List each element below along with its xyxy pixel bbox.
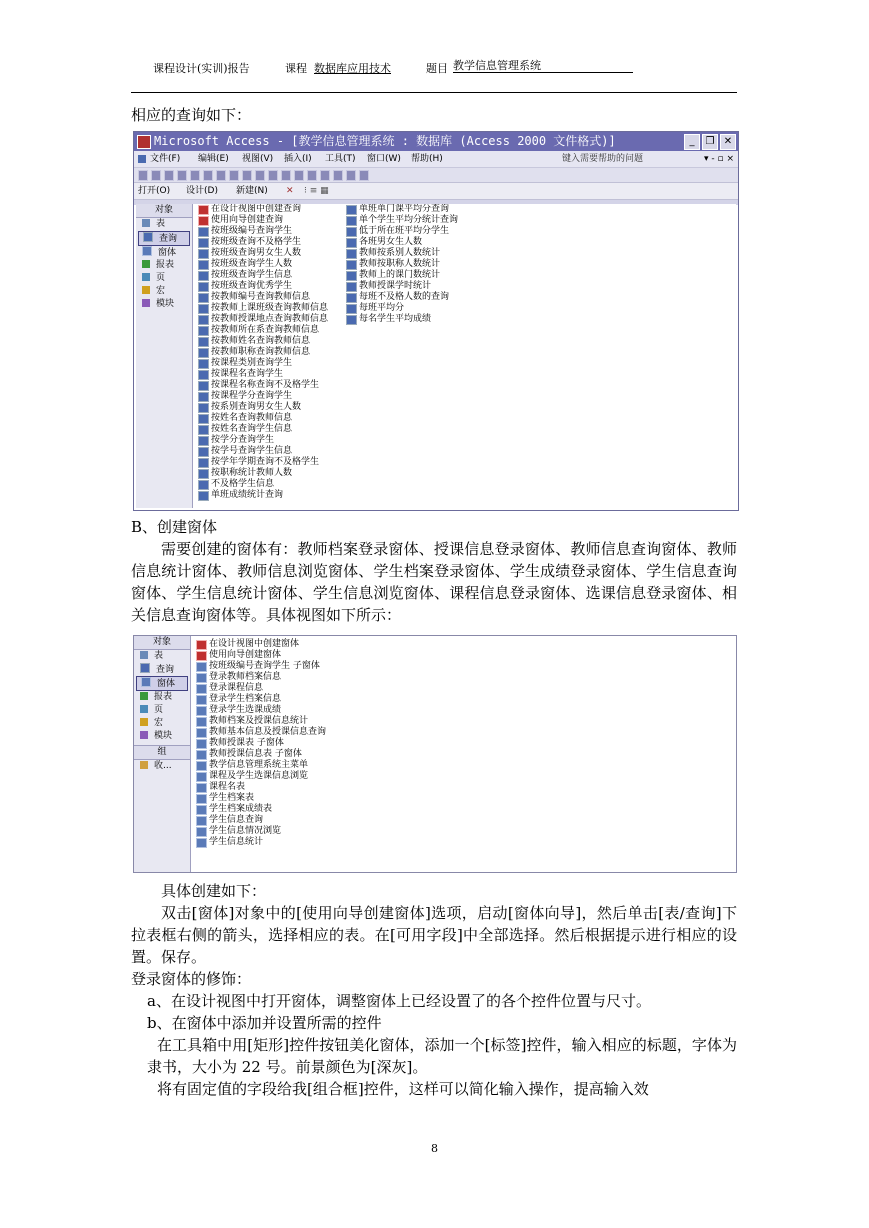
query-icon (198, 392, 209, 402)
menu-tools[interactable]: 工具(T) (325, 154, 356, 164)
query-icon (198, 381, 209, 391)
properties-icon[interactable] (320, 170, 330, 181)
object-queries[interactable]: 查询 (138, 231, 190, 246)
form-object-pages[interactable]: 页 (136, 704, 188, 717)
query-icon (346, 216, 357, 226)
header-topic-label: 题目 (426, 62, 448, 75)
list-item[interactable] (196, 804, 326, 815)
list-item[interactable] (196, 793, 326, 804)
object-modules[interactable]: 模块 (138, 298, 190, 311)
form-object-tables[interactable]: 表 (136, 650, 188, 663)
list-item[interactable] (196, 760, 326, 771)
list-item[interactable] (198, 490, 328, 501)
list-item-label: 按班级查询不及格学生 (211, 237, 302, 247)
list-item[interactable] (198, 369, 328, 380)
header-rule (131, 92, 737, 93)
menu-insert[interactable]: 插入(I) (284, 154, 312, 164)
list-item-label: 课程及学生选课信息浏览 (209, 771, 309, 781)
list-item[interactable] (198, 479, 328, 490)
decor-title: 登录窗体的修饰： (131, 970, 252, 988)
query-icon (346, 205, 357, 215)
groups-header[interactable]: 组 (134, 745, 190, 760)
object-reports[interactable]: 报表 (138, 259, 190, 272)
wizard-icon (198, 205, 209, 215)
macro-icon (140, 718, 148, 726)
list-item-label: 按系别查询男女生人数 (211, 402, 302, 412)
list-item[interactable] (198, 402, 328, 413)
standard-toolbar (134, 168, 738, 183)
menu-window[interactable]: 窗口(W) (367, 154, 401, 164)
list-item-label: 教师授课学时统计 (359, 281, 432, 291)
header-course-label: 课程 (285, 62, 307, 75)
menu-file[interactable]: 文件(F) (150, 154, 181, 164)
list-item-label: 按姓名查询学生信息 (211, 424, 293, 434)
query-icon (346, 271, 357, 281)
design-button[interactable]: 设计(D) (186, 186, 218, 196)
query-icon (198, 315, 209, 325)
query-icon (198, 304, 209, 314)
list-item-label: 学生档案成绩表 (209, 804, 273, 814)
list-item[interactable] (198, 468, 328, 479)
query-icon (198, 480, 209, 490)
header-course-value: 数据库应用技术 (314, 62, 391, 75)
link-icon[interactable] (281, 170, 291, 181)
query-icon (198, 469, 209, 479)
section-b-heading: B、创建窗体 (131, 518, 218, 536)
report-icon (142, 260, 150, 268)
list-item-label: 每班不及格人数的查询 (359, 292, 450, 302)
form-icon (142, 246, 152, 256)
query-icon (346, 282, 357, 292)
query-icon (198, 458, 209, 468)
list-item[interactable] (198, 347, 328, 358)
list-item[interactable] (346, 292, 458, 303)
objects-bar (136, 204, 193, 508)
list-item[interactable] (196, 716, 326, 727)
list-item[interactable] (196, 650, 326, 661)
menu-help[interactable]: 帮助(H) (411, 154, 443, 164)
list-item[interactable] (196, 694, 326, 705)
list-item-label: 使用向导创建查询 (211, 215, 284, 225)
query-icon (346, 249, 357, 259)
toolbox-paragraph: 在工具箱中用[矩形]控件按钮美化窗体，添加一个[标签]控件，输入相应的标题，字体为隶书，大小为 22 号。前景颜色为[深灰]。 (147, 1036, 737, 1076)
list-item-label: 教师档案及授课信息统计 (209, 716, 309, 726)
list-item[interactable] (198, 325, 328, 336)
table-icon (142, 219, 150, 227)
query-icon (198, 282, 209, 292)
header-topic-value: 教学信息管理系统 (453, 60, 633, 73)
list-item-label: 学生信息查询 (209, 815, 264, 825)
paste-icon[interactable] (255, 170, 265, 181)
list-item[interactable] (346, 215, 458, 226)
object-tables[interactable]: 表 (138, 218, 190, 231)
list-item[interactable] (196, 749, 326, 760)
query-icon (198, 260, 209, 270)
page-number: 8 (431, 1142, 438, 1155)
query-intro: 相应的查询如下： (131, 106, 252, 124)
form-icon (196, 783, 207, 793)
form-icon (196, 805, 207, 815)
list-item[interactable] (346, 204, 458, 215)
query-list-col2 (346, 204, 458, 325)
list-item-label: 在设计视图中创建窗体 (209, 639, 300, 649)
list-item-label: 单班成绩统计查询 (211, 490, 284, 500)
query-icon (198, 238, 209, 248)
list-item-label: 低于所在班平均分学生 (359, 226, 450, 236)
minimize-button[interactable]: _ (684, 134, 700, 150)
form-icon (196, 728, 207, 738)
help-search-input[interactable]: 键入需要帮助的问题 (562, 154, 644, 164)
list-item[interactable] (196, 815, 326, 826)
list-item[interactable] (346, 303, 458, 314)
wizard-icon (198, 216, 209, 226)
list-item-label: 单班单门课平均分查询 (359, 204, 450, 214)
list-item[interactable] (198, 292, 328, 303)
open-button[interactable]: 打开(O) (138, 186, 171, 196)
list-item-label: 课程名表 (209, 782, 246, 792)
objects-header: 对象 (136, 204, 192, 218)
form-objects-header: 对象 (134, 636, 190, 650)
form-icon (196, 717, 207, 727)
form-icon (196, 772, 207, 782)
query-icon (198, 414, 209, 424)
list-item[interactable] (346, 281, 458, 292)
list-item-label: 按课程类别查询学生 (211, 358, 293, 368)
decor-item-a: a、在设计视图中打开窗体，调整窗体上已经设置了的各个控件位置与尺寸。 (147, 992, 651, 1010)
list-item[interactable] (198, 391, 328, 402)
report-icon (140, 692, 148, 700)
database-toolbar (134, 183, 738, 200)
list-item-label: 教师按职称人数统计 (359, 259, 441, 269)
list-item-label: 按姓名查询教师信息 (211, 413, 293, 423)
menu-bar (134, 151, 738, 168)
spell-icon[interactable] (216, 170, 226, 181)
list-item-label: 登录学生选课成绩 (209, 705, 282, 715)
copy-icon[interactable] (242, 170, 252, 181)
list-item[interactable] (198, 226, 328, 237)
list-item[interactable] (346, 237, 458, 248)
list-item-label: 按课程名称查询不及格学生 (211, 380, 320, 390)
query-icon (346, 227, 357, 237)
header-report: 课程设计(实训)报告 (153, 62, 250, 75)
preview-icon[interactable] (203, 170, 213, 181)
form-icon (196, 816, 207, 826)
search-icon[interactable] (177, 170, 187, 181)
query-icon (198, 436, 209, 446)
access-key-icon (137, 135, 151, 149)
form-icon (196, 684, 207, 694)
list-item[interactable] (196, 639, 326, 650)
list-item[interactable] (198, 413, 328, 424)
access-window (133, 131, 739, 511)
list-item[interactable] (198, 314, 328, 325)
query-icon (346, 260, 357, 270)
form-icon (196, 838, 207, 848)
list-item-label: 按班级查询男女生人数 (211, 248, 302, 258)
menu-app-icon (138, 155, 146, 163)
object-macros[interactable]: 宏 (138, 285, 190, 298)
list-item[interactable] (198, 248, 328, 259)
query-icon (198, 403, 209, 413)
list-item-label: 按学号查询学生信息 (211, 446, 293, 456)
list-item[interactable] (196, 826, 326, 837)
form-list (196, 639, 326, 848)
list-item[interactable] (196, 837, 326, 848)
list-item[interactable] (346, 259, 458, 270)
list-item-label: 教师按系别人数统计 (359, 248, 441, 258)
page-icon (142, 273, 150, 281)
list-item-label: 按班级编号查询学生 子窗体 (209, 661, 320, 671)
list-item-label: 按教师职称查询教师信息 (211, 347, 311, 357)
list-item-label: 学生档案表 (209, 793, 255, 803)
list-item[interactable] (346, 270, 458, 281)
list-item[interactable] (198, 446, 328, 457)
new-object-icon[interactable] (346, 170, 356, 181)
list-item-label: 登录教师档案信息 (209, 672, 282, 682)
form-icon (196, 794, 207, 804)
code-icon[interactable] (307, 170, 317, 181)
decor-item-b: b、在窗体中添加并设置所需的控件 (147, 1014, 382, 1032)
form-object-queries[interactable]: 查询 (136, 663, 188, 676)
list-item-label: 学生信息情况浏览 (209, 826, 282, 836)
list-item[interactable] (346, 314, 458, 325)
list-item-label: 登录课程信息 (209, 683, 264, 693)
help-icon[interactable] (359, 170, 369, 181)
list-item-label: 按教师编号查询教师信息 (211, 292, 311, 302)
list-item[interactable] (196, 738, 326, 749)
form-icon (196, 761, 207, 771)
list-item[interactable] (198, 358, 328, 369)
detail-intro: 具体创建如下： (161, 882, 267, 900)
list-item[interactable] (198, 281, 328, 292)
form-icon (196, 706, 207, 716)
wizard-icon (196, 640, 207, 650)
list-item[interactable] (198, 237, 328, 248)
macro-icon (142, 286, 150, 294)
query-list-col1 (198, 204, 328, 501)
list-item-label: 按班级查询优秀学生 (211, 281, 293, 291)
combo-paragraph: 将有固定值的字段给我[组合框]控件，这样可以简化输入操作，提高输入效 (157, 1080, 649, 1098)
title-bar (134, 132, 738, 151)
table-icon (140, 651, 148, 659)
object-pages[interactable]: 页 (138, 272, 190, 285)
list-item-label: 教师授课信息表 子窗体 (209, 749, 302, 759)
list-item-label: 单个学生平均分统计查询 (359, 215, 459, 225)
list-item-label: 使用向导创建窗体 (209, 650, 282, 660)
list-item-label: 按班级查询学生人数 (211, 259, 293, 269)
form-icon (196, 673, 207, 683)
form-icon (196, 827, 207, 837)
query-icon (198, 491, 209, 501)
delete-icon[interactable]: ✕ (286, 186, 294, 196)
list-item-label: 按教师上课班级查询教师信息 (211, 303, 329, 313)
query-icon (198, 348, 209, 358)
list-item-label: 按学分查询学生 (211, 435, 275, 445)
wizard-icon (196, 651, 207, 661)
form-object-modules[interactable]: 模块 (136, 730, 188, 743)
list-item-label: 按课程名查询学生 (211, 369, 284, 379)
list-item-label: 按学年学期查询不及格学生 (211, 457, 320, 467)
query-icon (198, 370, 209, 380)
list-item[interactable] (198, 424, 328, 435)
list-item[interactable] (198, 303, 328, 314)
list-item[interactable] (196, 782, 326, 793)
form-objects-bar (134, 636, 191, 872)
list-item[interactable] (196, 727, 326, 738)
query-icon (346, 304, 357, 314)
new-button[interactable]: 新建(N) (236, 186, 268, 196)
list-item[interactable] (198, 270, 328, 281)
window-title: Microsoft Access - [教学信息管理系统 : 数据库 (Access 2000 文件格式)] (154, 134, 616, 148)
query-icon (140, 663, 150, 673)
list-item-label: 按教师姓名查询教师信息 (211, 336, 311, 346)
query-icon (198, 337, 209, 347)
query-icon (198, 227, 209, 237)
list-item[interactable] (198, 215, 328, 226)
print-icon[interactable] (190, 170, 200, 181)
section-b-paragraph: 需要创建的窗体有：教师档案登录窗体、授课信息登录窗体、教师信息查询窗体、教师信息统计窗体、教师信息浏览窗体、学生档案登录窗体、学生成绩登录窗体、学生信息查询窗体、学生信息统计窗体、学生信息浏览窗体、课程信息登录窗体、选课信息登录窗体、相关信息查询窗体等。具体视图如下所示： (131, 540, 737, 624)
list-item-label: 在设计视图中创建查询 (211, 204, 302, 214)
menu-view[interactable]: 视图(V) (242, 154, 274, 164)
query-icon (198, 271, 209, 281)
list-item[interactable] (198, 457, 328, 468)
list-item-label: 按课程学分查询学生 (211, 391, 293, 401)
object-forms[interactable]: 窗体 (138, 246, 190, 259)
new-icon[interactable] (138, 170, 148, 181)
list-item-label: 学生信息统计 (209, 837, 264, 847)
list-item[interactable] (196, 771, 326, 782)
group-favorites[interactable]: 收... (136, 760, 188, 773)
form-object-reports[interactable]: 报表 (136, 691, 188, 704)
query-icon (143, 232, 153, 242)
list-item-label: 教师上的课门数统计 (359, 270, 441, 280)
query-icon (346, 238, 357, 248)
query-icon (198, 326, 209, 336)
module-icon (142, 299, 150, 307)
list-item-label: 每班平均分 (359, 303, 405, 313)
list-item[interactable] (198, 435, 328, 446)
open-icon[interactable] (151, 170, 161, 181)
list-item-label: 各班男女生人数 (359, 237, 423, 247)
module-icon (140, 731, 148, 739)
form-icon (196, 695, 207, 705)
list-item-label: 教师基本信息及授课信息查询 (209, 727, 327, 737)
relationships-icon[interactable] (333, 170, 343, 181)
query-icon (198, 447, 209, 457)
view-icons[interactable]: ⁝ ≡ ▦ (304, 186, 329, 196)
list-item[interactable] (196, 683, 326, 694)
list-item[interactable] (346, 226, 458, 237)
list-item-label: 不及格学生信息 (211, 479, 275, 489)
detail-paragraph: 双击[窗体]对象中的[使用向导创建窗体]选项，启动[窗体向导]，然后单击[表/查询]下拉表框右侧的箭头，选择相应的表。在[可用字段]中全部选择。然后根据提示进行相应的设置。保存。 (131, 904, 737, 966)
list-item[interactable] (196, 672, 326, 683)
query-database-panel (136, 204, 736, 508)
list-item-label: 教学信息管理系统主菜单 (209, 760, 309, 770)
analyze-icon[interactable] (294, 170, 304, 181)
list-item-label: 按班级编号查询学生 (211, 226, 293, 236)
query-icon (198, 293, 209, 303)
form-database-panel (133, 635, 737, 873)
restore-button[interactable]: ❐ (702, 134, 718, 150)
list-item-label: 按职称统计教师人数 (211, 468, 293, 478)
menu-window-controls[interactable]: ▾ - ▫ × (704, 154, 734, 164)
folder-icon (140, 761, 148, 769)
query-icon (198, 425, 209, 435)
list-item-label: 登录学生档案信息 (209, 694, 282, 704)
list-item-label: 按教师所在系查询教师信息 (211, 325, 320, 335)
list-item[interactable] (196, 661, 326, 672)
form-object-macros[interactable]: 宏 (136, 717, 188, 730)
list-item-label: 按教师授课地点查询教师信息 (211, 314, 329, 324)
query-icon (346, 315, 357, 325)
list-item[interactable] (198, 380, 328, 391)
query-icon (198, 359, 209, 369)
form-icon (141, 677, 151, 687)
list-item-label: 按班级查询学生信息 (211, 270, 293, 280)
close-button[interactable]: ✕ (720, 134, 736, 150)
page-icon (140, 705, 148, 713)
list-item[interactable] (198, 204, 328, 215)
save-icon[interactable] (164, 170, 174, 181)
list-item[interactable] (196, 705, 326, 716)
list-item[interactable] (198, 336, 328, 347)
list-item[interactable] (198, 259, 328, 270)
undo-icon[interactable] (268, 170, 278, 181)
query-icon (346, 293, 357, 303)
menu-edit[interactable]: 编辑(E) (198, 154, 229, 164)
query-icon (198, 249, 209, 259)
list-item-label: 教师授课表 子窗体 (209, 738, 284, 748)
form-object-forms[interactable]: 窗体 (136, 676, 188, 691)
list-item-label: 每名学生平均成绩 (359, 314, 432, 324)
form-icon (196, 662, 207, 672)
form-icon (196, 739, 207, 749)
form-icon (196, 750, 207, 760)
list-item[interactable] (346, 248, 458, 259)
cut-icon[interactable] (229, 170, 239, 181)
